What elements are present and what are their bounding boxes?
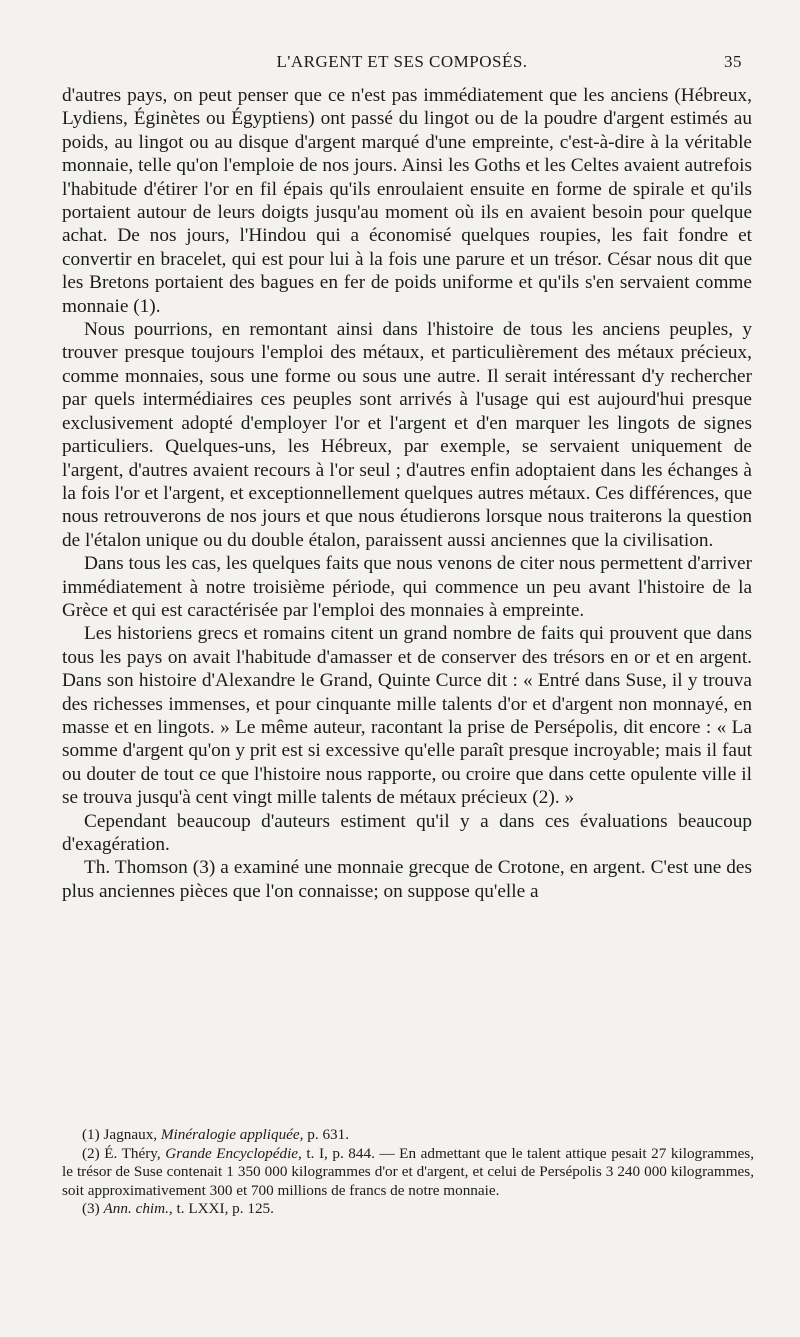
- footnote: [62, 1200, 754, 1219]
- running-title: L'ARGENT ET SES COMPOSÉS.: [276, 52, 528, 71]
- footnote-text: t. I, p. 844. — En admettant que le talent attique pesait 27 kilogrammes, le trésor de Suse contenait 1 350 000 kilogrammes d'or et d'argent, et celui de Persépolis 3 240 000 kilogrammes, soit approximativement 300 et 700 millions de francs de notre monnaie.: [62, 1144, 755, 1199]
- main-text: [62, 84, 752, 903]
- footnote-work: Ann. chim.,: [103, 1200, 173, 1218]
- footnote-number: (1): [82, 1126, 100, 1143]
- footnote-work: Minéralogie appliquée,: [160, 1126, 304, 1143]
- footnote: [62, 1145, 754, 1201]
- footnote: [62, 1126, 754, 1145]
- footnote-author: É. Théry,: [104, 1144, 161, 1162]
- paragraph: d'autres pays, on peut penser que ce n'est pas immédiatement que les anciens (Hébreux, Lydiens, Éginètes ou Égyptiens) ont passé du lingot ou de la poudre d'argent estimés au poids, au lingot ou au disque d'argent marqué d'une empreinte, c'est-à-dire à la véritable monnaie, telle qu'on l'emploie de nos jours. Ainsi les Goths et les Celtes avaient autrefois l'habitude d'étirer l'or en fil épais qu'ils enroulaient ensuite en forme de spirale et qu'ils portaient autour de leurs doigts jusqu'au moment où ils en avaient besoin pour quelque achat. De nos jours, l'Hindou qui a économisé quelques roupies, les fait fondre et convertir en bracelet, qui est pour lui à la fois une parure et un trésor. César nous dit que les Bretons portaient des bagues en fer de poids uniforme et qu'ils s'en servaient comme monnaie (1).: [62, 85, 752, 317]
- footnotes: [62, 1126, 754, 1219]
- paragraph: Nous pourrions, en remontant ainsi dans l'histoire de tous les anciens peuples, y trouver presque toujours l'emploi des métaux, et particulièrement des métaux précieux, comme monnaies, sous une forme ou sous une autre. Il serait intéressant d'y rechercher par quels intermédiaires ces peuples sont arrivés à l'usage qui est aujourd'hui presque exclusivement adopté d'employer l'or et l'argent et d'en marquer les lingots de signes particuliers. Quelques-uns, les Hébreux, par exemple, se servaient uniquement de l'argent, d'autres avaient recours à l'or seul ; d'autres enfin adoptaient dans les échanges à la fois l'or et l'argent, et exceptionnellement quelques autres métaux. Ces différences, que nous retrouverons de nos jours et que nous étudierons lorsque nous traiterons la question de l'étalon unique ou du double étalon, paraissent aussi anciennes que la civilisation.: [62, 319, 752, 551]
- footnote-number: (2): [82, 1144, 100, 1162]
- paragraph: Dans tous les cas, les quelques faits que nous venons de citer nous permettent d'arriver immédiatement à notre troisième période, qui commence un peu avant l'histoire de la Grèce et qui est caractérisée par l'emploi des monnaies à empreinte.: [62, 553, 752, 621]
- running-header: [62, 52, 742, 74]
- footnote-work: Grande Encyclopédie,: [165, 1144, 302, 1162]
- paragraph: Cependant beaucoup d'auteurs estiment qu'il y a dans ces évaluations beaucoup d'exagération.: [62, 810, 752, 855]
- footnote-text: p. 631.: [307, 1126, 350, 1143]
- paragraph: Th. Thomson (3) a examiné une monnaie grecque de Crotone, en argent. C'est une des plus anciennes pièces que l'on connaisse; on suppose qu'elle a: [62, 857, 752, 902]
- paragraph: Les historiens grecs et romains citent un grand nombre de faits qui prouvent que dans tous les pays on avait l'habitude d'amasser et de conserver des trésors en or et en argent. Dans son histoire d'Alexandre le Grand, Quinte Curce dit : « Entré dans Suse, il y trouva des richesses immenses, et pour cinquante mille talents d'or et d'argent non monnayé, en masse et en lingots. » Le même auteur, racontant la prise de Persépolis, dit encore : « La somme d'argent qu'on y prit est si excessive qu'elle paraît presque incroyable; mais il faut ou douter de tout ce que l'histoire nous rapporte, ou croire que dans cette opulente ville il se trouva jusqu'à cent vingt mille talents de métaux précieux (2). »: [62, 623, 752, 809]
- footnote-number: (3): [82, 1200, 100, 1218]
- footnote-text: t. LXXI, p. 125.: [176, 1200, 274, 1218]
- footnote-author: Jagnaux,: [103, 1126, 158, 1143]
- page-number: 35: [724, 52, 742, 71]
